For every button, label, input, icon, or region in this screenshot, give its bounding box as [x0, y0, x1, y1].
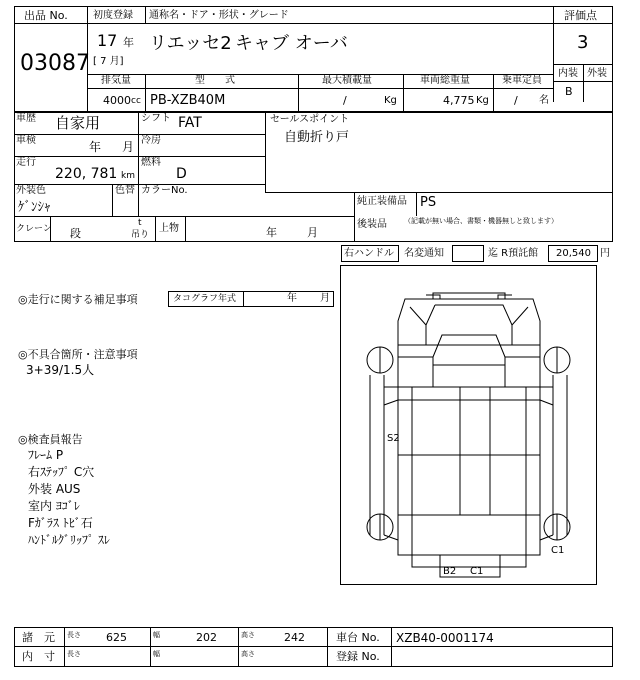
reg-label: 登録 No. — [336, 650, 380, 663]
capacity-unit: 名 — [539, 95, 549, 106]
inspector-line: 外装 AUS — [28, 482, 81, 496]
gross-weight: 4,775 — [443, 94, 475, 107]
width-label: 幅 — [153, 631, 160, 639]
shift-label: シフト — [141, 113, 171, 124]
mark-b2: B2 — [443, 566, 457, 577]
year-unit: 年 — [123, 36, 134, 49]
first-reg-label: 初度登録 — [93, 10, 133, 21]
height: 242 — [284, 631, 305, 644]
model-desc-label: 通称名・ドア・形状・グレード — [149, 10, 289, 21]
inspection-month: 月 — [122, 140, 135, 154]
ac-label: 冷房 — [141, 135, 161, 146]
ext-color-label: 外装色 — [16, 185, 46, 196]
gross-weight-label: 車両総重量 — [420, 75, 470, 86]
deposit-unit: 円 — [600, 248, 610, 259]
inspector-line: ﾌﾚｰﾑ P — [28, 448, 64, 462]
aftermarket-note: （記載が無い場合、書類・機器無しと致します） — [404, 217, 558, 225]
sales-point: 自動折り戸 — [284, 130, 350, 145]
width: 202 — [196, 631, 217, 644]
fuel-label: 燃料 — [141, 157, 161, 168]
gross-weight-unit: Kg — [476, 95, 489, 106]
model-name: リエッセ2 — [149, 33, 232, 54]
chassis-label: 車台 No. — [336, 631, 380, 644]
displacement: 4000 — [103, 94, 131, 107]
mileage-label: 走行 — [16, 157, 36, 168]
defects-text: 3+39/1.5人 — [26, 363, 95, 377]
crane-ton: t — [138, 218, 142, 228]
sales-point-label: セールスポイント — [270, 114, 350, 125]
equipment-label: 純正装備品 — [357, 196, 407, 207]
ext-color: ｹﾞﾝｼｬ — [18, 200, 51, 215]
shift: FAT — [178, 115, 202, 131]
history: 自家用 — [55, 114, 101, 132]
length-label: 長さ — [67, 631, 81, 639]
first-reg-year: 17 — [97, 31, 118, 50]
inspector-line: Fｶﾞﾗｽ ﾄﾋﾞ石 — [28, 516, 93, 530]
color-no-label: カラーNo. — [141, 185, 188, 196]
upper-year: 年 — [266, 226, 277, 239]
tach-year: 年 — [287, 293, 297, 304]
length: 625 — [106, 631, 127, 644]
interior-grade: B — [565, 85, 573, 98]
dims-label: 諸 元 — [22, 631, 55, 644]
crane-hang: 吊り — [131, 230, 150, 240]
tachograph-label: タコグラフ年式 — [173, 294, 237, 304]
aftermarket-label: 後装品 — [357, 219, 387, 230]
max-load-label: 最大積載量 — [322, 75, 372, 86]
lot-no-label: 出品 No. — [24, 9, 68, 22]
first-reg-month: [ 7 月] — [93, 56, 124, 67]
inspector-title: ◎検査員報告 — [18, 433, 83, 446]
lot-no: 03087 — [20, 51, 90, 76]
crane-stage: 段 — [70, 227, 81, 240]
upper-label: 上物 — [159, 223, 179, 234]
mark-s2: S2 — [387, 433, 400, 444]
interior-dims-label: 内 寸 — [22, 650, 55, 663]
displacement-label: 排気量 — [101, 75, 131, 86]
fuel: D — [176, 166, 187, 182]
equipment: PS — [420, 195, 437, 210]
in-height-label: 高さ — [241, 650, 255, 658]
deposit: 20,540 — [556, 248, 591, 259]
score-label: 評価点 — [564, 9, 597, 22]
rhd: 右ハンドル — [344, 248, 394, 259]
chassis-no: XZB40-0001174 — [396, 631, 494, 645]
in-width-label: 幅 — [153, 650, 160, 658]
mileage: 220, 781 — [55, 166, 118, 182]
deposit-label: 迄 R預託館 — [488, 248, 539, 259]
footer-frame — [14, 627, 613, 667]
vehicle-diagram — [340, 265, 597, 585]
upper-month: 月 — [307, 226, 318, 239]
interior-grade-label: 内装 — [558, 68, 578, 79]
driving-title: ◎走行に関する補足事項 — [18, 293, 138, 306]
displacement-unit: cc — [131, 96, 141, 106]
grade: キャブ オーバ — [235, 33, 348, 54]
color-change-label: 色替 — [115, 185, 135, 196]
inspection-year: 年 — [89, 140, 102, 154]
defects-title: ◎不具合箇所・注意事項 — [18, 348, 138, 361]
inspection-label: 車検 — [16, 135, 36, 146]
inspector-line: ﾊﾝﾄﾞﾙｸﾞﾘｯﾌﾟ ｽﾚ — [28, 533, 110, 547]
history-label: 車歴 — [16, 113, 36, 124]
tach-month: 月 — [320, 293, 330, 304]
exterior-grade-label: 外装 — [587, 68, 607, 79]
mark-c1-right: C1 — [551, 545, 565, 556]
capacity-label: 乗車定員 — [502, 75, 542, 86]
name-change-label: 名変通知 — [404, 248, 444, 259]
inspector-line: 室内 ﾖｺﾞﾚ — [28, 499, 80, 513]
score: 3 — [577, 32, 589, 53]
capacity: / — [514, 94, 518, 107]
in-length-label: 長さ — [67, 650, 81, 658]
mark-c1-bottom: C1 — [470, 566, 484, 577]
inspector-line: 右ｽﾃｯﾌﾟ C穴 — [28, 465, 95, 479]
height-label: 高さ — [241, 631, 255, 639]
crane-label: クレーン — [16, 224, 52, 234]
name-change-box — [452, 245, 484, 262]
max-load-unit: Kg — [384, 95, 397, 106]
mileage-unit: km — [121, 171, 135, 181]
max-load: / — [343, 94, 347, 107]
model-type: PB-XZB40M — [150, 93, 226, 108]
model-type-label: 型 式 — [195, 75, 235, 86]
